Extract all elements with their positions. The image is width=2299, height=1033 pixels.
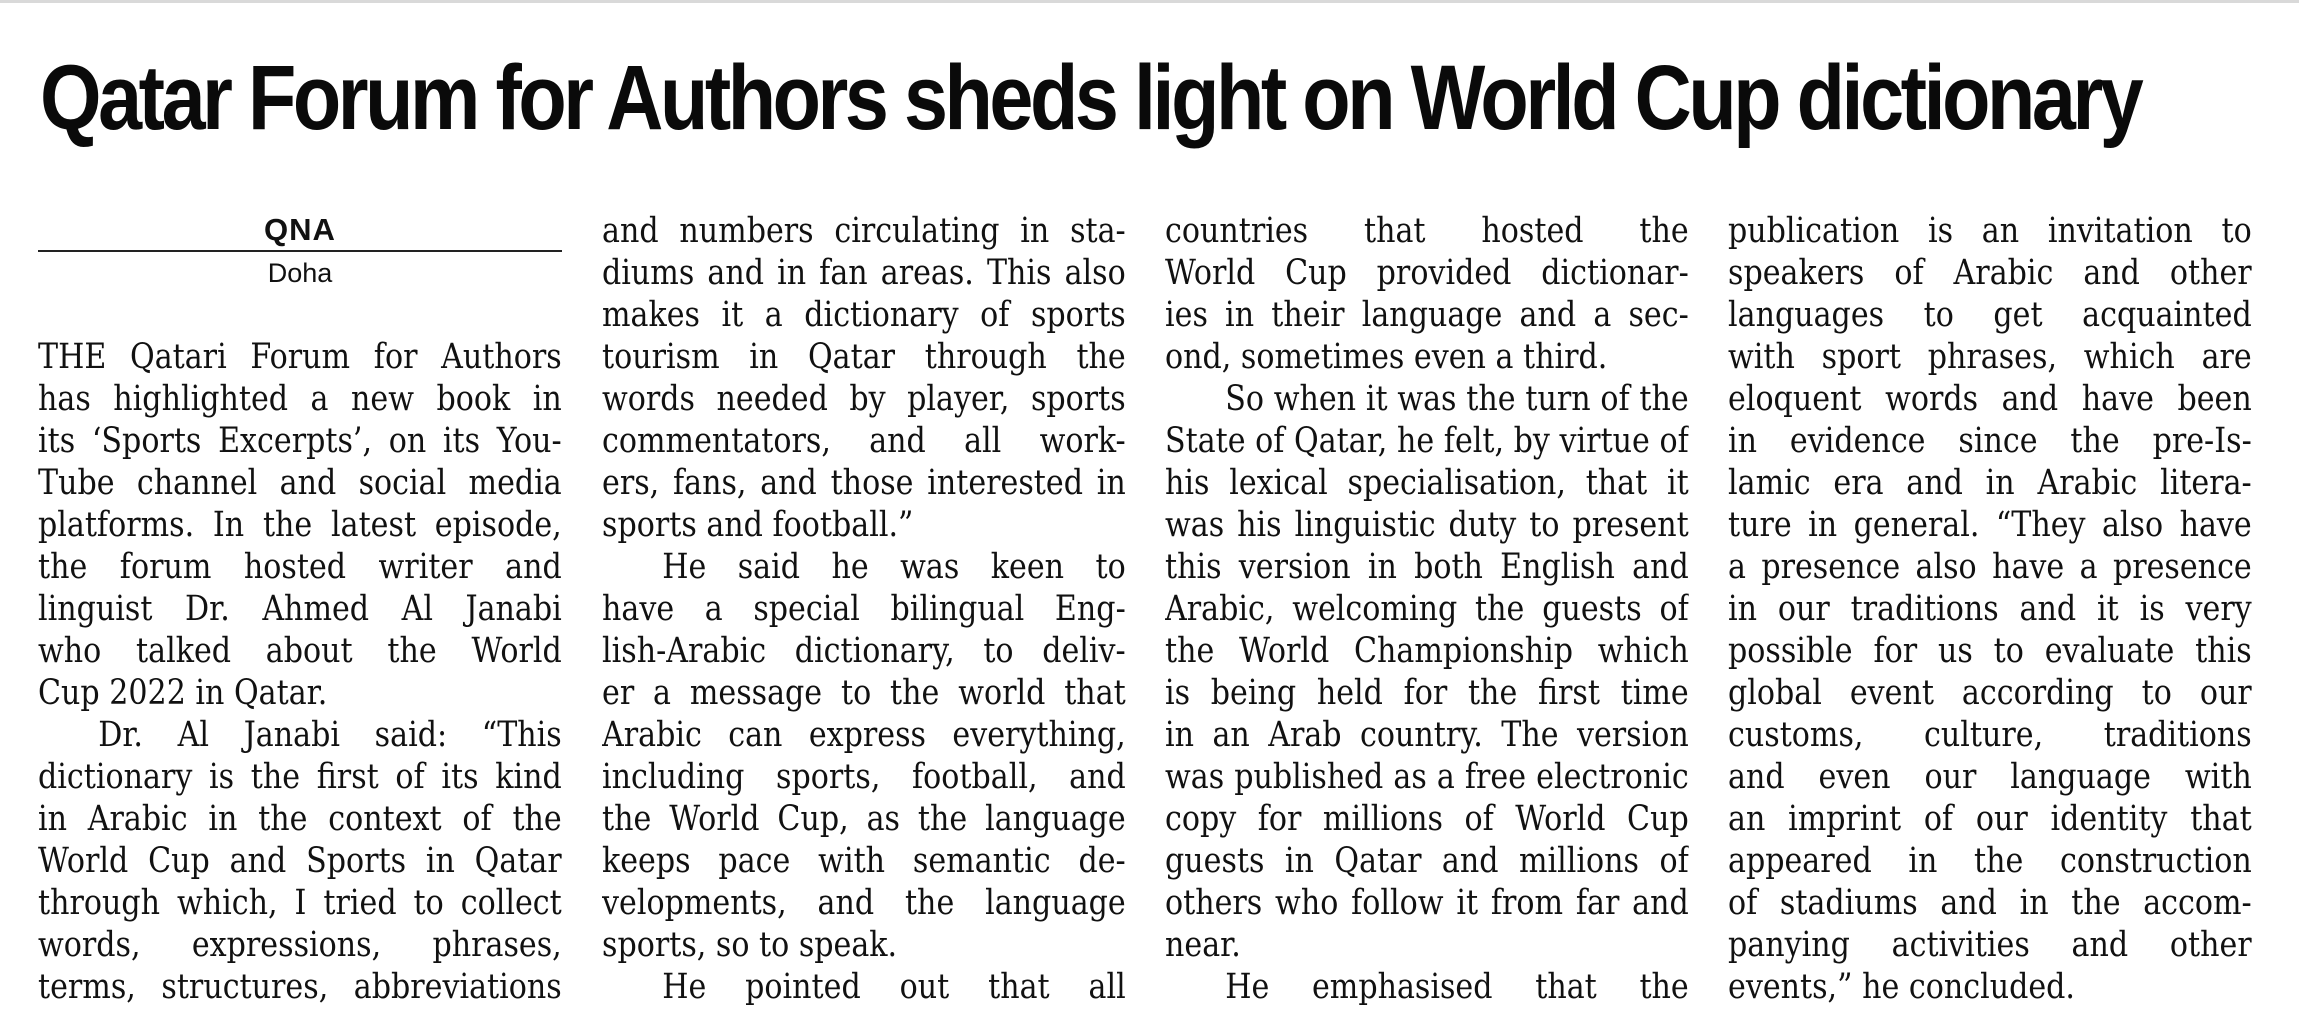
text-line: is being held for the first time xyxy=(1165,673,1689,713)
text-line: have a special bilingual Eng- xyxy=(602,589,1126,629)
text-line: dictionary is the first of its kind xyxy=(38,757,562,797)
text-line: and even our language with xyxy=(1728,757,2252,797)
text-line: his lexical specialisation, that it xyxy=(1165,463,1689,503)
text-line: ture in general. “They also have xyxy=(1728,505,2252,545)
article-column-1 xyxy=(38,210,562,1008)
text-line: the forum hosted writer and xyxy=(38,547,562,587)
column-text xyxy=(602,210,1126,1008)
text-line: State of Qatar, he felt, by virtue of xyxy=(1165,421,1689,461)
text-line: a presence also have a presence xyxy=(1728,547,2252,587)
text-line: Dr. Al Janabi said: “This xyxy=(98,715,562,755)
text-line: terms, structures, abbreviations xyxy=(38,967,562,1007)
text-line: ies in their language and a sec- xyxy=(1165,295,1689,335)
text-line: platforms. In the latest episode, xyxy=(38,505,562,545)
text-line: through which, I tried to collect xyxy=(38,883,562,923)
text-line: an imprint of our identity that xyxy=(1728,799,2252,839)
text-line: Arabic can express everything, xyxy=(602,715,1126,755)
text-line: velopments, and the language xyxy=(602,883,1126,923)
text-line: He pointed out that all xyxy=(662,967,1126,1007)
text-line: keeps pace with semantic de- xyxy=(602,841,1126,881)
text-line: its ‘Sports Excerpts’, on its You- xyxy=(38,421,562,461)
text-line: eloquent words and have been xyxy=(1728,379,2252,419)
text-line: events,” he concluded. xyxy=(1728,967,2076,1007)
byline xyxy=(38,210,562,290)
text-line: panying activities and other xyxy=(1728,925,2252,965)
byline-agency: QNA xyxy=(264,212,336,247)
text-line: ers, fans, and those interested in xyxy=(602,463,1126,503)
column-text xyxy=(1165,210,1689,1008)
text-line: appeared in the construction xyxy=(1728,841,2252,881)
text-line: words, expressions, phrases, xyxy=(38,925,562,965)
text-line: in our traditions and it is very xyxy=(1728,589,2252,629)
text-line: was his linguistic duty to present xyxy=(1165,505,1689,545)
text-line: near. xyxy=(1165,925,1241,965)
text-line: the World Championship which xyxy=(1165,631,1689,671)
text-line: So when it was the turn of the xyxy=(1225,379,1689,419)
text-line: sports, so to speak. xyxy=(602,925,898,965)
text-line: including sports, football, and xyxy=(602,757,1126,797)
text-line: who talked about the World xyxy=(38,631,562,671)
text-line: He said he was keen to xyxy=(662,547,1126,587)
text-line: lamic era and in Arabic litera- xyxy=(1728,463,2252,503)
byline-rule xyxy=(38,250,562,252)
text-line: in an Arab country. The version xyxy=(1165,715,1689,755)
text-line: global event according to our xyxy=(1728,673,2252,713)
text-line: ond, sometimes even a third. xyxy=(1165,337,1608,377)
text-line: countries that hosted the xyxy=(1165,211,1689,251)
text-line: this version in both English and xyxy=(1165,547,1689,587)
text-line: was published as a free electronic xyxy=(1165,757,1689,797)
text-line: copy for millions of World Cup xyxy=(1165,799,1689,839)
text-line: in Arabic in the context of the xyxy=(38,799,562,839)
text-line: commentators, and all work- xyxy=(602,421,1126,461)
text-line: guests in Qatar and millions of xyxy=(1165,841,1689,881)
text-line: in evidence since the pre-Is- xyxy=(1728,421,2252,461)
text-line: makes it a dictionary of sports xyxy=(602,295,1126,335)
text-line: others who follow it from far and xyxy=(1165,883,1689,923)
text-line: tourism in Qatar through the xyxy=(602,337,1126,377)
article-column-4 xyxy=(1728,210,2252,1008)
text-line: linguist Dr. Ahmed Al Janabi xyxy=(38,589,562,629)
text-line: Tube channel and social media xyxy=(38,463,562,503)
text-line: lish-Arabic dictionary, to deliv- xyxy=(602,631,1126,671)
text-line: THE Qatari Forum for Authors xyxy=(38,337,562,377)
text-line: World Cup and Sports in Qatar xyxy=(38,841,562,881)
text-line: with sport phrases, which are xyxy=(1728,337,2252,377)
text-line: the World Cup, as the language xyxy=(602,799,1126,839)
text-line: diums and in fan areas. This also xyxy=(602,253,1126,293)
text-line: publication is an invitation to xyxy=(1728,211,2252,251)
column-text xyxy=(38,336,562,1008)
text-line: speakers of Arabic and other xyxy=(1728,253,2252,293)
column-text xyxy=(1728,210,2252,1008)
article-column-3 xyxy=(1165,210,1689,1008)
text-line: He emphasised that the xyxy=(1225,967,1689,1007)
top-rule xyxy=(0,0,2299,3)
text-line: er a message to the world that xyxy=(602,673,1126,713)
article-column-2 xyxy=(602,210,1126,1008)
headline: Qatar Forum for Authors sheds light on World Cup dictionary xyxy=(40,47,2141,149)
text-line: sports and football.” xyxy=(602,505,914,545)
text-line: and numbers circulating in sta- xyxy=(602,211,1126,251)
byline-place: Doha xyxy=(267,258,333,288)
text-line: World Cup provided dictionar- xyxy=(1165,253,1689,293)
text-line: customs, culture, traditions xyxy=(1728,715,2252,755)
text-line: languages to get acquainted xyxy=(1728,295,2252,335)
text-line: of stadiums and in the accom- xyxy=(1728,883,2252,923)
text-line: possible for us to evaluate this xyxy=(1728,631,2252,671)
text-line: has highlighted a new book in xyxy=(38,379,562,419)
text-line: Cup 2022 in Qatar. xyxy=(38,673,328,713)
text-line: words needed by player, sports xyxy=(602,379,1126,419)
text-line: Arabic, welcoming the guests of xyxy=(1165,589,1689,629)
